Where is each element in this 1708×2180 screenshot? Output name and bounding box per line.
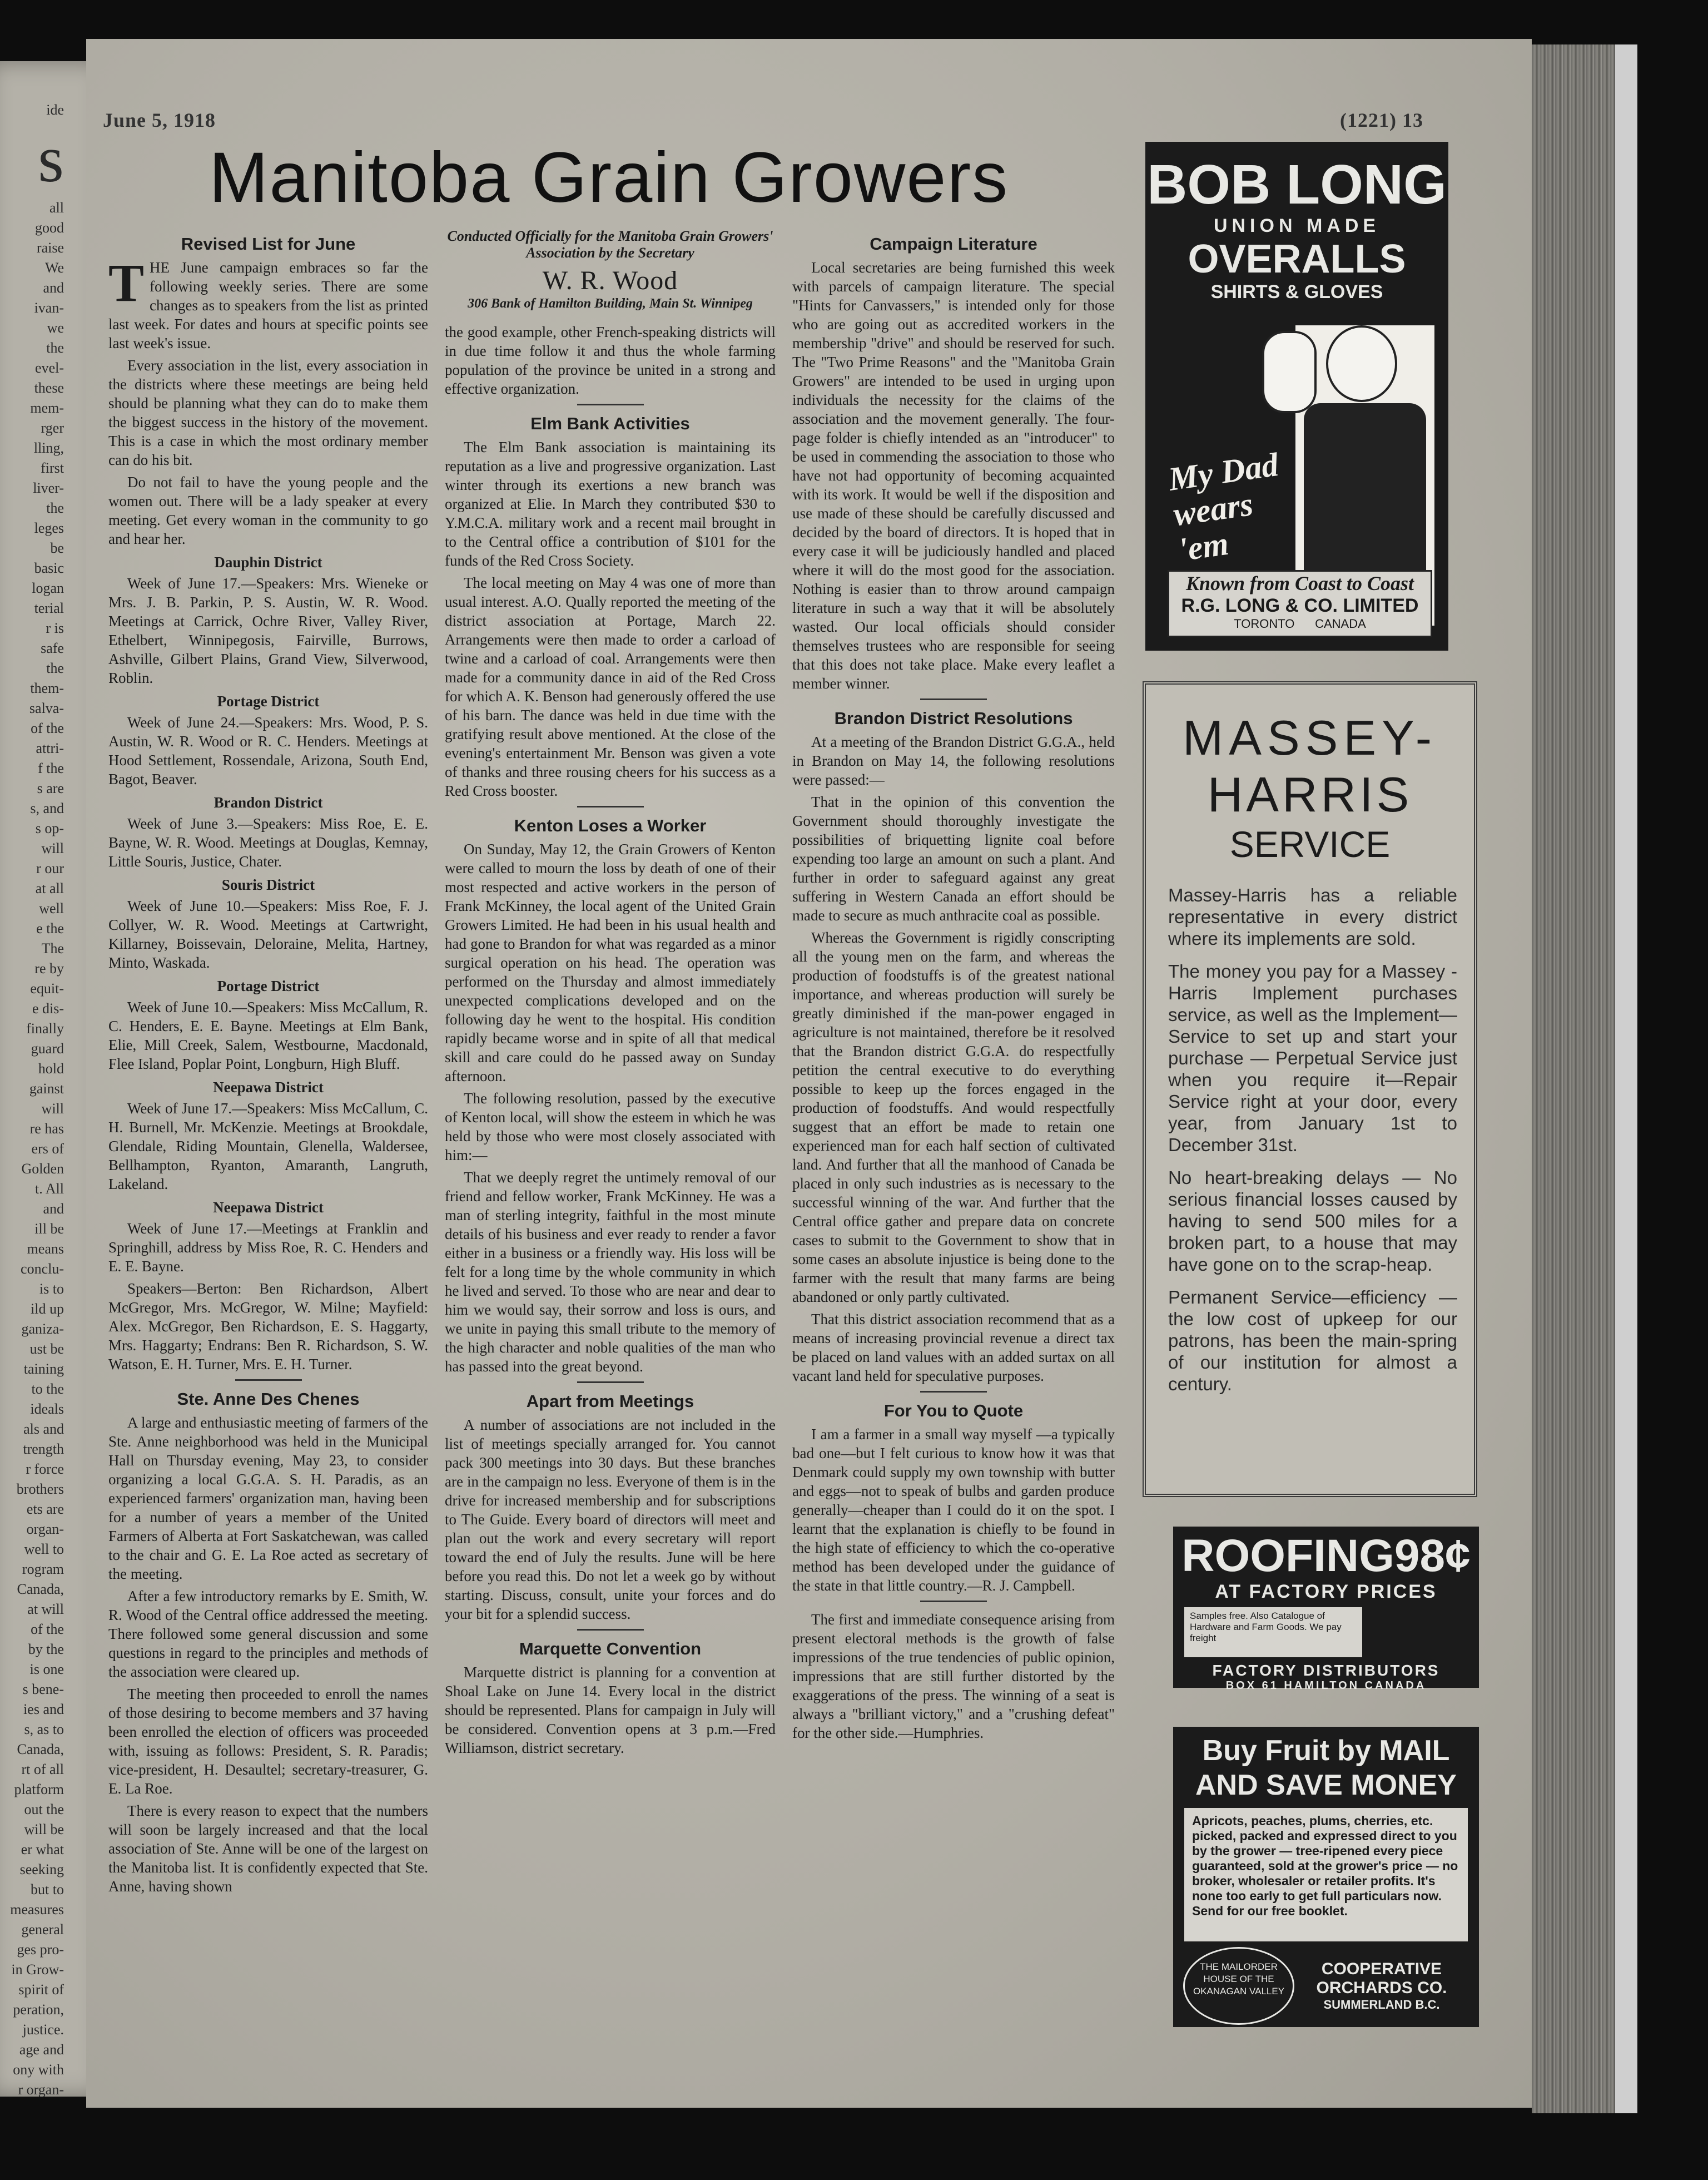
left-page-fragment: to the	[31, 1381, 64, 1397]
left-page-fragment: s are	[37, 780, 64, 796]
left-page-fragment: we	[47, 320, 64, 336]
article-paragraph: The first and immediate consequence arising from present electoral methods is the growth of false impressions of the true tendencies of public opinion, impressions that are still further distorted by the exaggerations of the press. The winning of a seat is always a "brilliant victory," and a "crushing defeat" for the other side.—Humphries.	[792, 1611, 1115, 1741]
left-page-fragment: logan	[32, 580, 64, 596]
ad-paragraph: Massey-Harris has a reliable representative in every district where its implements are sold.	[1168, 885, 1457, 949]
left-page-fragment: er what	[21, 1841, 64, 1857]
section-divider	[577, 1381, 644, 1383]
section-divider	[920, 698, 987, 700]
left-page-fragment: is to	[39, 1281, 64, 1297]
article-paragraph: Marquette district is planning for a convention at Shoal Lake on June 14. Every local in the district should be represented. Plans for campaign in July will be considered. Convention opens at 3 p.m.—Fred Williamson, district secretary.	[445, 1664, 776, 1756]
article-paragraph: Whereas the Government is rigidly conscripting all the young men on the farm, and whereas the production of foodstuffs is of the greatest national importance, and whereas production will surely be greatly diminished if the man-power engaged in agriculture is not maintained, therefore be it resolved that the Brandon district G.G.A. do respectfully petition the central executive to do everything possible to keep up the forces engaged in the production of foodstuffs. And would respectfully suggest that an effort be made to retain one experienced man for each half section of cultivated land. And further that all the manhood of Canada be placed in only such industries as is necessary to the successful winning of the war. And further that the Central office gather and prepare data on concrete cases to submit to the Government to show that in some cases an absolute injustice is being done to the farmer with the result that many farms are being abandoned or only partly cultivated.	[792, 929, 1115, 1305]
section-divider	[920, 1601, 987, 1602]
ad-roofing	[1173, 1527, 1479, 1692]
heading-apart-meetings: Apart from Meetings	[526, 1391, 694, 1411]
left-page-fragment: of the	[31, 720, 64, 736]
left-page-fragment: ide	[46, 102, 64, 118]
left-page-fragment: the	[46, 660, 64, 676]
left-page-fragment: liver-	[33, 480, 64, 496]
ad-line: OVERALLS	[1188, 237, 1406, 281]
section-divider	[577, 806, 644, 807]
left-page-fragment: spirit of	[18, 1981, 64, 1998]
ad-company: R.G. LONG & CO. LIMITED	[1181, 595, 1419, 616]
left-page-fragment: the	[46, 340, 64, 356]
left-page-fragment: s	[38, 122, 64, 196]
left-page-fragment: Golden	[21, 1161, 64, 1177]
ad-fruit-by-mail	[1173, 1727, 1479, 2027]
ad-title: AND SAVE MONEY	[1195, 1769, 1457, 1801]
left-page-fragment: ganiza-	[21, 1321, 64, 1337]
left-page-fragment: t. All	[34, 1181, 64, 1197]
article-paragraph: The following resolution, passed by the executive of Kenton local, will show the esteem in which he was held by those who were most closely associated with him:—	[445, 1090, 776, 1163]
left-page-fragment: terial	[34, 600, 64, 616]
official-notice: Conducted Officially for the Manitoba Grain Growers' Association by the Secretary	[447, 228, 773, 261]
heading-souris: Souris District	[221, 876, 315, 893]
left-page-fragment: and	[43, 1201, 64, 1217]
left-page-fragment: justice.	[22, 2022, 64, 2038]
left-page-fragment: seeking	[19, 1861, 64, 1877]
left-page-fragment: age and	[19, 2042, 64, 2058]
ad-location: TORONTO CANADA	[1234, 617, 1366, 631]
heading-ste-anne: Ste. Anne Des Chenes	[177, 1389, 360, 1409]
left-page-fragment: ers of	[31, 1141, 64, 1157]
ad-paragraph: The money you pay for a Massey - Harris Implement purchases service, as well as the Implement—Service to set up and start your purchase — Perpetual Service just when you require it—Repair Service right at your door, every year, from January 1st to December 31st.	[1168, 961, 1457, 1155]
ad-city: SUMMERLAND B.C.	[1323, 1998, 1440, 2011]
left-page-fragment: peration,	[13, 2001, 64, 2018]
left-page-fragment: r is	[46, 620, 64, 636]
article-paragraph: the good example, other French-speaking districts will in due time follow it and thus the whole farming population of the province be united in a strong and effective organization.	[445, 324, 776, 397]
section-divider	[235, 1379, 302, 1381]
left-page-fragment: safe	[41, 640, 64, 656]
left-page-fragment: salva-	[29, 700, 64, 716]
article-paragraph: That in the opinion of this convention the Government should thoroughly investigate the possibilities of briquetting lignite coal before expending too large an amount on such a plant. And further in order to safeguard against any great suffering in Western Canada an effort should be made to secure as much anthracite coal as possible.	[792, 794, 1115, 924]
ad-title: Buy Fruit by MAIL	[1202, 1735, 1450, 1767]
left-page-fragment: als and	[23, 1421, 64, 1437]
article-paragraph: That we deeply regret the untimely removal of our friend and fellow worker, Frank McKinney. He was a man of sterling integrity, faithful in the most minute details of his business and ever ready to render a favor either in a business or a friendly way. His loss will be felt for a long time by the whole community in which he lived and served. To those who are near and dear to him we would say, their sorrow and loss is ours, and we unite in paying this small tribute to the memory of the high character and noble qualities of the man who has passed into the great beyond.	[445, 1169, 776, 1375]
ad-footer	[1183, 1947, 1469, 2025]
ad-note-box: Samples free. Also Catalogue of Hardware and Farm Goods. We pay freight	[1184, 1607, 1362, 1657]
article-paragraph: Local secretaries are being furnished this week with parcels of campaign literature. The special "Hints for Canvassers," is intended only for those who are going out as accredited workers in the membership "drive" and should be reserved for such. The "Two Prime Reasons" and the "Manitoba Grain Growers" are intended to be used in urging upon individuals the necessity for the claims of the association and the movement generally. The four-page folder is chiefly intended as an "introducer" to be used in commending the association to those who have not had opportunity of becoming acquainted with its work. It would be well if the disposition and use made of these should be carefully discussed and decided by the board of directors. It is hoped that in every case it will be judiciously handled and placed where it will do the most good for the association. Nothing is easier than to throw around campaign literature in such a way that it will be absolutely wasted. Our local officials should consider themselves trustees who are responsible for seeing that this does not take place. Make every leaflet a member winner.	[792, 259, 1115, 692]
heading-portage: Portage District	[217, 693, 320, 710]
left-page-fragment: well to	[24, 1541, 64, 1557]
article-paragraph: The meeting then proceeded to enroll the names of those desiring to become members and 37 having been enrolled the election of officers was proceeded with, issuing as follows: President, S. R. Paradis; vice-president, H. Desaultel; secretary-treasurer, G. E. La Roe.	[108, 1686, 428, 1797]
ad-line: UNION MADE	[1213, 215, 1381, 236]
left-page-fragment: general	[21, 1921, 64, 1938]
left-page-fragment: re has	[29, 1121, 64, 1137]
heading-dauphin: Dauphin District	[214, 554, 322, 571]
article-paragraph: A large and enthusiastic meeting of farmers of the Ste. Anne neighborhood was held in the Municipal Hall on Thursday evening, May 23, to consider organizing a local G.G.A. S. H. Paradis, as an experienced farmers' organization man, having been for a number of years a member of the United Farmers of Alberta at Fort Saskatchewan, was called to the chair and G. E. La Roe acted as secretary of the meeting.	[108, 1414, 428, 1582]
article-paragraph: Week of June 10.—Speakers: Miss McCallum, R. C. Henders, E. E. Bayne. Meetings at Elm Bank, Elie, Mill Creek, Salem, Westbourne, Macdonald, Flee Island, Poplar Point, Longburn, High Bluff.	[108, 999, 428, 1072]
left-page-fragment: is one	[29, 1661, 64, 1677]
article-paragraph: There is every reason to expect that the numbers will soon be largely increased and that the local association of Ste. Anne will be one of the largest on the Manitoba list. It is confidently expected that Ste. Anne, having shown	[108, 1802, 428, 1895]
ad-bob-long	[1145, 142, 1448, 651]
left-page-fragment: r our	[36, 860, 64, 876]
left-page-fragment: ges pro-	[17, 1941, 64, 1958]
left-page-fragment: We	[45, 260, 64, 276]
ad-paragraph: Permanent Service—efficiency — the low cost of upkeep for our patrons, has been the main-spring of our institution for almost a century.	[1168, 1287, 1457, 1394]
left-page-fragment: be	[50, 540, 64, 556]
left-page-fragment: guard	[31, 1041, 64, 1057]
left-page-fragment: at will	[27, 1601, 64, 1617]
left-page-fragment: rt of all	[21, 1761, 64, 1777]
left-page-fragment: s bene-	[22, 1681, 64, 1697]
article-paragraph: Week of June 10.—Speakers: Miss Roe, F. J. Collyer, W. R. Wood. Meetings at Cartwright, Killarney, Boissevain, Deloraine, Melita, Hartney, Minto, Waskada.	[108, 898, 428, 971]
issue-date: June 5, 1918	[103, 109, 216, 131]
article-paragraph: Week of June 17.—Speakers: Mrs. Wieneke or Mrs. J. B. Parkin, P. S. Austin, W. R. Wood. Meetings at Carrick, Ochre River, Valley River, Ethelbert, Winnipegosis, Fairville, Burrows, Ashville, Gilbert Plains, Grand View, Silverwood, Roblin.	[108, 575, 428, 686]
left-page-fragment: finally	[26, 1020, 64, 1037]
left-page-fragment: mem-	[30, 400, 64, 416]
left-page-fragment: but to	[31, 1881, 64, 1897]
left-page-fragment: raise	[36, 240, 64, 256]
left-page-fragment: will be	[24, 1821, 64, 1837]
ad-tagline: Known from Coast to Coast	[1185, 572, 1414, 594]
heading-for-you-to-quote: For You to Quote	[883, 1401, 1024, 1420]
left-page-fragment: gainst	[29, 1081, 64, 1097]
left-page-fragment: in Grow-	[11, 1961, 64, 1978]
left-page-fragment: f the	[38, 760, 64, 776]
left-page-fragment: will	[41, 1101, 64, 1117]
left-page-fragment: conclu-	[21, 1261, 64, 1277]
page-stack-edge-light	[1615, 44, 1637, 2113]
drop-cap: T	[108, 253, 145, 313]
heading-brandon: Brandon District	[214, 794, 323, 811]
left-page-fragment: attri-	[36, 740, 64, 756]
section-divider	[577, 1629, 644, 1631]
left-page-fragment: hold	[38, 1061, 64, 1077]
left-page-fragment: by the	[28, 1641, 64, 1657]
left-page-fragment: all	[49, 200, 64, 216]
left-page-fragment: Canada,	[17, 1581, 64, 1597]
ad-price: 98¢	[1394, 1530, 1471, 1581]
section-divider	[920, 1391, 987, 1393]
left-page-fragment: r force	[26, 1461, 64, 1477]
left-page-fragment: equit-	[30, 980, 64, 997]
left-page-fragment: rger	[41, 420, 64, 436]
article-paragraph: Speakers—Berton: Ben Richardson, Albert McGregor, Mrs. McGregor, W. Milne; Mayfield: Alex. McGregor, Ben Richardson, E. S. Haggarty, Mrs. Haggarty; Endrans: Ben R. Richardson, S. W. Watson, E. H. Turner, Mrs. E. H. Turner.	[108, 1280, 428, 1373]
left-page-fragment: well	[39, 900, 64, 916]
left-page-fragment: these	[34, 380, 64, 396]
left-page-fragment: and	[43, 280, 64, 296]
left-page-fragment: organ-	[26, 1521, 64, 1537]
left-page-fragment: ivan-	[34, 300, 64, 316]
left-page-fragment: of the	[31, 1621, 64, 1637]
left-page-fragment: e the	[36, 920, 64, 937]
left-page-fragment: platform	[14, 1781, 64, 1797]
ad-title: MASSEY-	[1182, 710, 1437, 765]
ad-massey-harris	[1143, 681, 1477, 1497]
article-paragraph: Do not fail to have the young people and the women out. There will be a lady speaker at every meeting. Get every woman in the community to go and hear her.	[108, 474, 428, 547]
article-paragraph: I am a farmer in a small way myself —a typically bad one—but I felt curious to know how it was that Denmark could supply my own township with butter and eggs—not to speak of bulbs and garden produce generally—cheaper than I could do it on the spot. I learnt that the explanation is chiefly to be found in the high state of efficiency to which the co-operative method has been developed under the guidance of the state in that little country.—R. J. Campbell.	[792, 1426, 1115, 1594]
heading-brandon-resolutions: Brandon District Resolutions	[834, 708, 1073, 728]
heading-portage-2: Portage District	[217, 978, 320, 994]
page-number: (1221) 13	[1340, 109, 1423, 131]
left-page-fragment: taining	[23, 1361, 64, 1377]
left-page-fragment: re by	[34, 960, 64, 977]
article-paragraph: Week of June 3.—Speakers: Miss Roe, E. E. Bayne, W. R. Wood. Meetings at Douglas, Kemnay, Little Souris, Justice, Chater.	[108, 815, 428, 870]
ad-title: ROOFING98¢	[1181, 1530, 1471, 1581]
left-page-fragment: out the	[24, 1801, 64, 1817]
heading-neepawa: Neepawa District	[213, 1079, 324, 1096]
heading-campaign-literature: Campaign Literature	[870, 234, 1037, 254]
ad-footer-box	[1168, 570, 1432, 637]
column-3	[792, 228, 1115, 1746]
left-page-fragment: s, and	[30, 800, 64, 816]
ad-company: COOPERATIVE ORCHARDS CO.	[1316, 1960, 1447, 1997]
left-page-fragment: ill be	[34, 1221, 64, 1237]
ad-brand: BOB LONG	[1147, 153, 1447, 216]
heading-kenton: Kenton Loses a Worker	[514, 816, 707, 835]
secretary-name: W. R. Wood	[542, 266, 678, 295]
page-title: Manitoba Grain Growers	[208, 138, 1009, 217]
left-page-fragment: at all	[35, 880, 64, 896]
article-paragraph: After a few introductory remarks by E. Smith, W. R. Wood of the Central office addressed the meeting. There followed some general discussion and some questions in regard to the principles and methods of the association were cleared up.	[108, 1588, 428, 1680]
article-paragraph: Week of June 24.—Speakers: Mrs. Wood, P. S. Austin, W. R. Wood or R. C. Henders. Meetings at Hood Settlement, Rossendale, Arizona, South End, Bagot, Beaver.	[108, 714, 428, 787]
left-page-fragment: will	[41, 840, 64, 856]
ad-slogan: My Dad wears 'em	[1166, 445, 1281, 568]
ad-paragraph: No heart-breaking delays — No serious financial losses caused by having to send 500 miles for a broken part, to a house that may have gone on to the scrap-heap.	[1168, 1167, 1457, 1275]
left-page-fragment: ild up	[31, 1301, 64, 1317]
ad-distributors: FACTORY DISTRIBUTORS	[1212, 1662, 1440, 1679]
article-paragraph: At a meeting of the Brandon District G.G.A., held in Brandon on May 14, the following resolutions were passed:—	[792, 734, 1115, 788]
left-page-fragment: ies and	[23, 1701, 64, 1717]
ad-body: Apricots, peaches, plums, cherries, etc. picked, packed and expressed direct to you by the grower — tree-ripened every piece guaranteed, sold at the grower's price — no broker, wholesaler or retailer profits. It's none too early to get full particulars now. Send for our free booklet.	[1184, 1808, 1468, 1941]
left-page-fragment: rogram	[22, 1561, 64, 1577]
left-page-fragment: e dis-	[32, 1000, 64, 1017]
left-page-fragment: means	[27, 1241, 64, 1257]
article-paragraph: The Elm Bank association is maintaining its reputation as a live and progressive organization. Last winter through its exertions a new branch was organized at Elie. In March they contributed $30 to Y.M.C.A. military work and a recent mail brought in to the Central office a contribution of $101 for the funds of the Red Cross Society.	[445, 439, 776, 569]
left-page-fragment: brothers	[16, 1481, 64, 1497]
ad-address: BOX 61 HAMILTON CANADA	[1225, 1679, 1427, 1692]
section-divider	[577, 404, 644, 405]
left-page-fragment: r organ-	[18, 2082, 64, 2097]
ad-house-seal: THE MAILORDER HOUSE OF THE OKANAGAN VALLEY	[1183, 1947, 1294, 2025]
ad-title: HARRIS	[1207, 767, 1413, 822]
article-paragraph: Every association in the list, every association in the districts where these meetings are being held should be planning what they can do to make them the biggest success in the history of the movement. This is a case in which the most ordinary member can do his bit.	[108, 357, 428, 468]
heading-neepawa-2: Neepawa District	[213, 1199, 324, 1216]
left-page-fragment: the	[46, 500, 64, 516]
heading-elm-bank: Elm Bank Activities	[530, 414, 690, 433]
article-paragraph: That this district association recommend that as a means of increasing provincial revenue a direct tax be placed on land values with an added surtax on all vacant land held for speculative purposes.	[792, 1311, 1115, 1384]
left-page-fragment: evel-	[35, 360, 64, 376]
left-page-fragment: them-	[30, 680, 64, 696]
heading-marquette: Marquette Convention	[519, 1639, 702, 1658]
left-page-fragment: basic	[34, 560, 64, 576]
secretary-address: 306 Bank of Hamilton Building, Main St. Winnipeg	[468, 296, 753, 311]
left-page-fragment: ony with	[13, 2062, 64, 2078]
column-1	[108, 228, 428, 1899]
left-page-fragment: s op-	[35, 820, 64, 836]
left-page-fragment: first	[41, 460, 64, 476]
left-page-fragment: ust be	[29, 1341, 64, 1357]
ad-line: SHIRTS & GLOVES	[1210, 281, 1383, 303]
article-paragraph: THE June campaign embraces so far the following weekly series. There are some changes as to speakers from the list as printed last week. For dates and hours at specific points see last week's issue.	[108, 253, 428, 351]
article-paragraph: A number of associations are not included in the list of meetings specially arranged for. You cannot pack 300 meetings into 30 days. But these branches are in the campaign no less. Everyone of them is in the drive for increased membership and for subscriptions to The Guide. Every board of directors will meet and plan out the work and every secretary will report toward the end of July the results. June will be here before you read this. Do not let a week go by without starting. Discuss, consult, unite your forces and do your bit for a splendid success.	[445, 1416, 776, 1622]
article-paragraph: Week of June 17.—Meetings at Franklin and Springhill, address by Miss Roe, R. C. Henders and E. E. Bayne.	[108, 1220, 428, 1275]
column-2	[445, 228, 776, 1761]
heading-revised-list: Revised List for June	[181, 234, 356, 254]
left-page-fragment: ets are	[26, 1501, 64, 1517]
left-page-fragment: Canada,	[17, 1741, 64, 1757]
ad-subtitle: AT FACTORY PRICES	[1215, 1581, 1437, 1602]
left-page-fragment: leges	[34, 520, 64, 536]
article-paragraph: The local meeting on May 4 was one of more than usual interest. A.O. Qually reported the meeting of the district association at Portage, March 22. Arrangements were then made to order a carload of twine and a carload of coal. Arrangements were then made for a community dance in aid of the Red Cross for which A. K. Benson had generously offered the use of his barn. The dance was held in due time with the gratifying result above mentioned. At the close of the evening's entertainment Mr. Benson was given a vote of thanks and three rousing cheers for his success as a Red Cross booster.	[445, 574, 776, 799]
left-page-fragment: The	[41, 940, 64, 957]
left-page-fragment: s, as to	[24, 1721, 64, 1737]
left-page-fragment: lling,	[33, 440, 64, 456]
article-paragraph: On Sunday, May 12, the Grain Growers of Kenton were called to mourn the loss by death of one of their most respected and active workers in the person of Frank McKinney, the local agent of the United Grain Growers Limited. He had been in his usual health and had gone to Brandon for what was regarded as a minor surgical operation on his head. The operation was performed on the Thursday and almost immediately unexpected complications developed and on the following day he went to the hospital. His condition rapidly became worse and in spite of all that medical skill and care could do he passed away on Sunday afternoon.	[445, 841, 776, 1084]
left-page-fragment: good	[35, 220, 64, 236]
left-page-fragment: trength	[23, 1441, 64, 1457]
left-page-fragment: ideals	[30, 1401, 64, 1417]
article-paragraph: Week of June 17.—Speakers: Miss McCallum, C. H. Burnell, Mr. McKenzie. Meetings at Brookdale, Glendale, Riding Mountain, Glenella, Waldersee, Bellhampton, Ryanton, Amaranth, Langruth, Lakeland.	[108, 1100, 428, 1192]
left-page-fragment: measures	[10, 1901, 64, 1918]
ad-subtitle: SERVICE	[1229, 824, 1391, 865]
